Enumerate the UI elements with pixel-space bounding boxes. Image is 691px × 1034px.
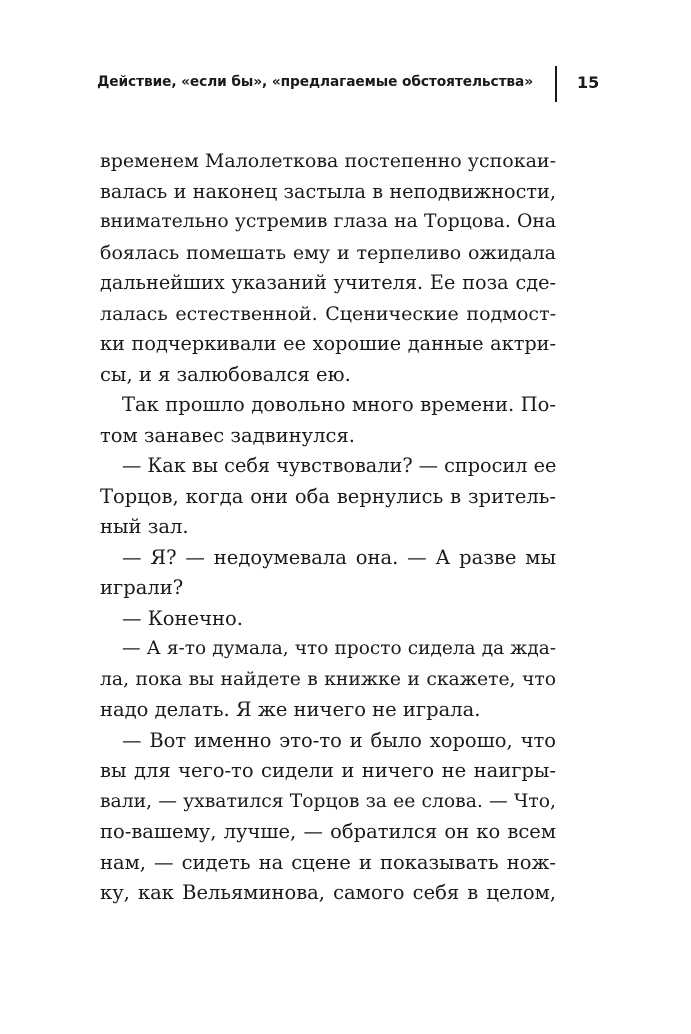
running-title: Действие, «если бы», «предлагаемые обстоятельства» [97,74,533,90]
text-line: вы для чего-то сидели и ничего не наигры- [100,759,556,782]
text-line: сы, и я залюбовался ею. [100,362,351,386]
text-line: — Как вы себя чувствовали? — спросил ее [122,454,556,477]
text-line: валась и наконец застыла в неподвижности, [100,179,556,203]
text-line: — Я? — недоумевала она. — А разве мы [122,545,556,569]
text-line: — Конечно. [122,606,243,630]
text-line: боялась помешать ему и терпеливо ожидала [100,241,556,264]
text-line: внимательно устремив глаза на Торцова. Она [100,211,556,232]
text-line: нам, — сидеть на сцене и показывать нож- [100,850,556,874]
page-number: 15 [577,73,600,92]
text-line: Так прошло довольно много времени. По- [122,393,556,416]
text-line: ки подчеркивали ее хорошие данные актри- [100,332,556,355]
text-line: временем Малолеткова постепенно успокаи- [100,150,556,172]
text-line: ный зал. [100,515,189,538]
text-line: — Вот именно это-то и было хорошо, что [122,728,556,752]
body-text [100,146,556,909]
text-line: играли? [100,576,184,599]
text-line: ла, пока вы найдете в книжке и скажете, что [100,668,556,690]
text-line: вали, — ухватился Торцов за ее слова. — Что, [100,790,556,812]
text-line: — А я-то думала, что просто сидела да жда- [122,638,556,659]
text-line: ку, как Вельяминова, самого себя в целом, [100,881,556,904]
text-line: надо делать. Я же ничего не играла. [100,698,481,721]
text-line: дальнейших указаний учителя. Ее поза сде- [100,271,556,294]
text-line: лалась естественной. Сценические подмост- [100,302,556,325]
running-header [0,66,691,102]
header-divider [555,66,557,102]
text-line: по-вашему, лучше, — обратился он ко всем [100,820,556,843]
text-line: Торцов, когда они оба вернулись в зритель- [100,484,556,508]
text-line: том занавес задвинулся. [100,423,355,447]
